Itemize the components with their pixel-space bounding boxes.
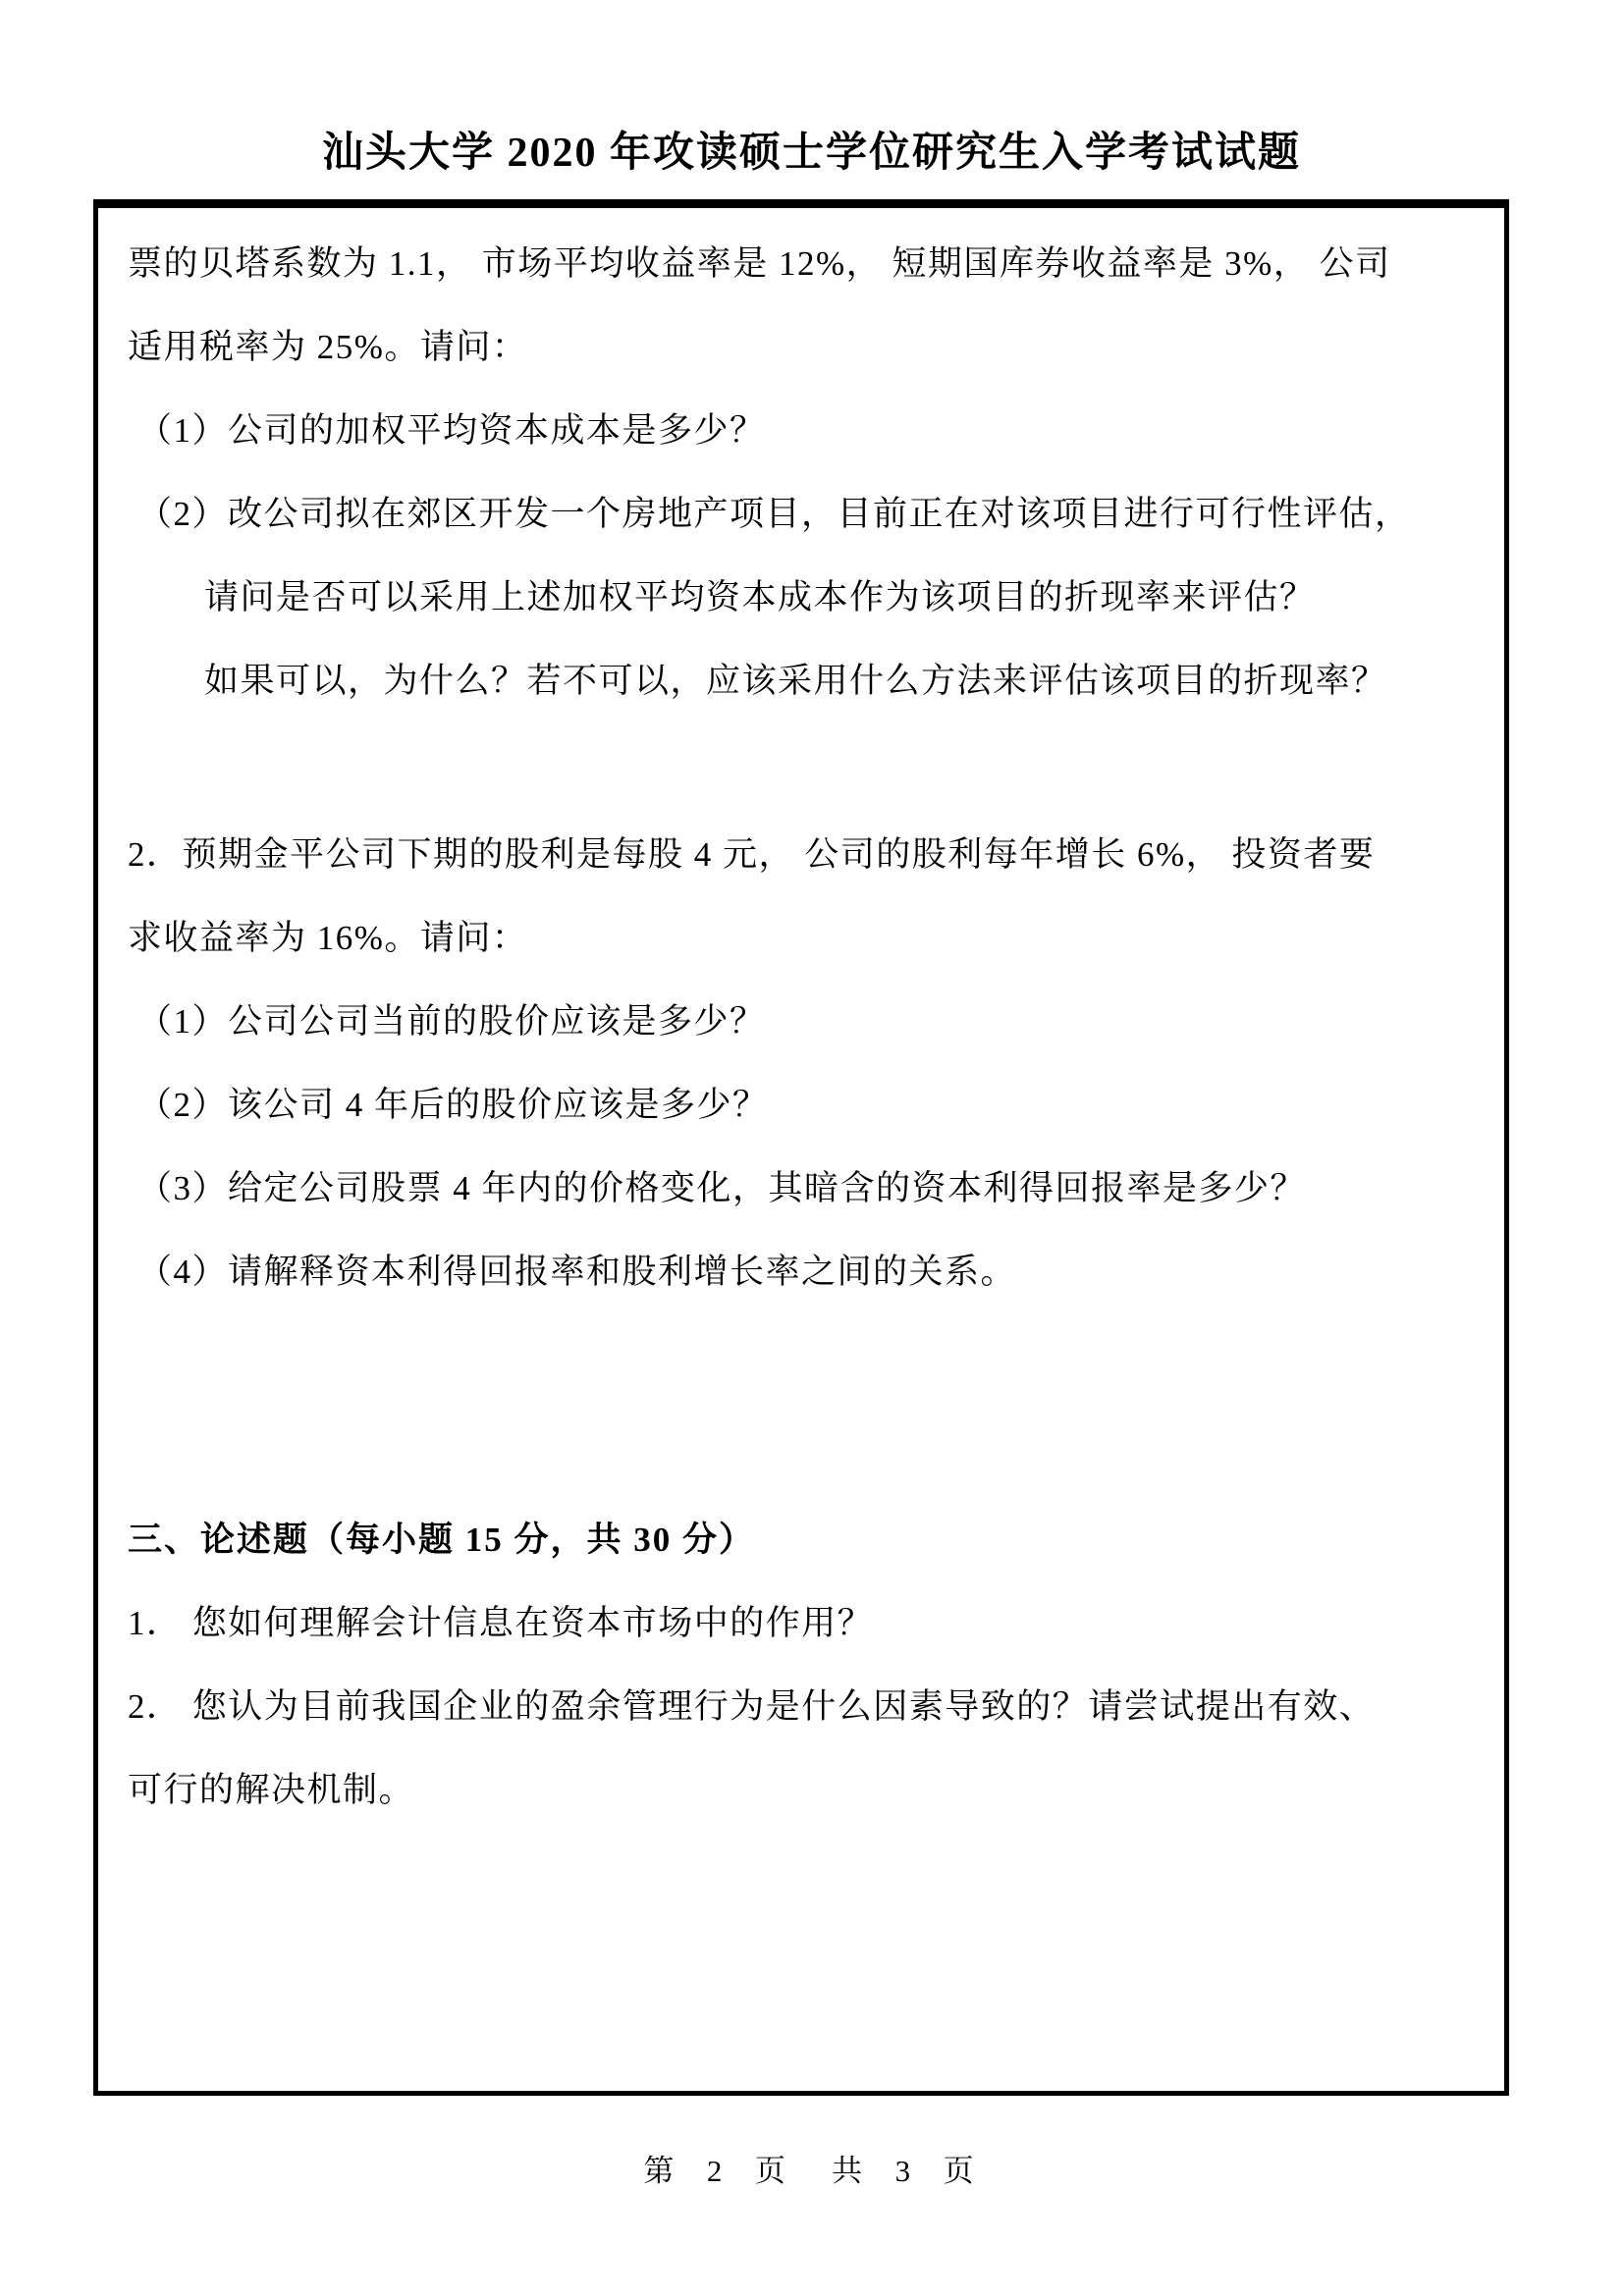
exam-line: 请问是否可以采用上述加权平均资本成本作为该项目的折现率来评估？ [204, 578, 1316, 616]
page-footer: 第 2 页 共 3 页 [643, 2154, 980, 2188]
exam-line: 可行的解决机制。 [128, 1771, 415, 1809]
exam-line: 求收益率为 16%。请问： [128, 919, 528, 957]
exam-line: 1． 您如何理解会计信息在资本市场中的作用？ [128, 1604, 874, 1642]
exam-line: （2）该公司 4 年后的股价应该是多少？ [137, 1086, 769, 1124]
exam-line: 适用税率为 25%。请问： [128, 328, 528, 366]
exam-content-box [93, 199, 1509, 2096]
exam-line: （1）公司的加权平均资本成本是多少？ [137, 411, 766, 450]
section-heading: 三、论述题（每小题 15 分，共 30 分） [128, 1521, 756, 1559]
exam-line: （4）请解释资本利得回报率和股利增长率之间的关系。 [137, 1253, 1017, 1291]
exam-line: 如果可以，为什么？若不可以，应该采用什么方法来评估该项目的折现率？ [204, 662, 1387, 700]
page-title: 汕头大学 2020 年攻读硕士学位研究生入学考试试题 [321, 131, 1301, 176]
exam-line: （1）公司公司当前的股价应该是多少？ [137, 1002, 766, 1041]
exam-line: 2． 您认为目前我国企业的盈余管理行为是什么因素导致的？请尝试提出有效、 [128, 1687, 1376, 1726]
exam-line: 票的贝塔系数为 1.1， 市场平均收益率是 12%， 短期国库券收益率是 3%， 公司 [128, 244, 1391, 283]
exam-line: （3）给定公司股票 4 年内的价格变化，其暗含的资本利得回报率是多少？ [137, 1169, 1307, 1207]
exam-line: 2．预期金平公司下期的股利是每股 4 元， 公司的股利每年增长 6%， 投资者要 [128, 835, 1376, 874]
exam-line: （2）改公司拟在郊区开发一个房地产项目，目前正在对该项目进行可行性评估， [137, 495, 1411, 533]
